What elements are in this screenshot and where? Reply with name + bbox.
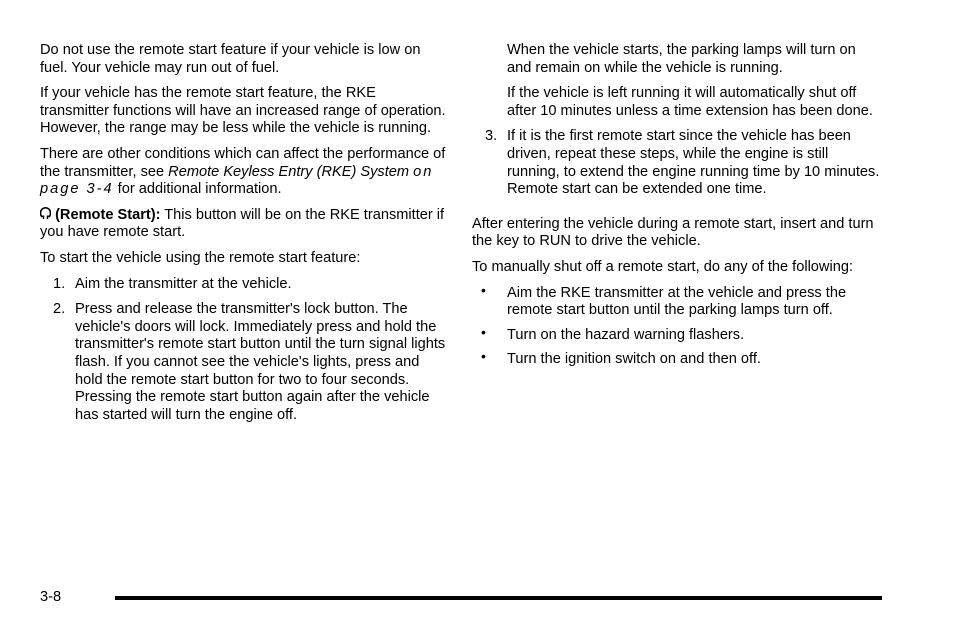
start-intro: To start the vehicle using the remote start feature: <box>40 249 361 266</box>
list-item <box>472 323 884 345</box>
bullet-text: Turn on the hazard warning flashers. <box>507 326 745 343</box>
footer-rule <box>115 596 882 600</box>
step-number: 2. <box>53 301 66 318</box>
step-text: Press and release the transmitter's lock button. The vehicle's doors will lock. Immediately press and hold the transmitter's remote start button until the turn signal lights flash. If you cannot see the vehicle's lights, press and hold the remote start button for two to four seconds. Pressing the remote start button again after the vehicle has started will turn the engine off. <box>75 301 446 423</box>
list-item <box>472 281 884 320</box>
bullet-icon: • <box>481 323 486 340</box>
step-item <box>40 301 448 424</box>
step-number: 3. <box>485 128 498 145</box>
step-number: 1. <box>53 275 66 292</box>
page-number: 3-8 <box>40 589 62 605</box>
conditions-paragraph <box>40 146 448 199</box>
shutoff-intro: To manually shut off a remote start, do any of the following: <box>472 258 853 275</box>
rke-reference-title: Remote Keyless Entry (RKE) System <box>168 163 410 180</box>
remote-start-text: This button will be on the RKE transmitter if you have remote start. <box>40 206 445 241</box>
after-entering-paragraph: After entering the vehicle during a remote start, insert and turn the key to RUN to drive the vehicle. <box>472 215 874 250</box>
step-continuation: When the vehicle starts, the parking lamps will turn on and remain on while the vehicle is running. <box>507 42 856 76</box>
step-item <box>472 128 884 198</box>
left-column <box>40 42 448 432</box>
conditions-text: There are other conditions which can affect the performance of the transmitter, see <box>40 145 446 180</box>
remote-start-icon <box>40 207 51 220</box>
right-column <box>472 42 884 376</box>
step-text: If it is the first remote start since the vehicle has been driven, repeat these steps, while the engine is still running, to extend the engine running time by 10 minutes. Remote start can be extended one time. <box>507 128 880 198</box>
remote-start-paragraph <box>40 207 448 242</box>
range-paragraph: If your vehicle has the remote start feature, the RKE transmitter functions will have an increased range of operation. However, the range may be less while the vehicle is running. <box>40 85 446 137</box>
conditions-text-end: for additional information. <box>113 181 282 198</box>
remote-start-label: (Remote Start): <box>55 206 161 223</box>
bullet-text: Turn the ignition switch on and then off. <box>507 351 761 368</box>
bullet-icon: • <box>481 281 486 298</box>
rke-reference-page: on page 3-4 <box>40 163 434 198</box>
low-fuel-paragraph: Do not use the remote start feature if your vehicle is low on fuel. Your vehicle may run out of fuel. <box>40 42 421 76</box>
bullet-icon: • <box>481 348 486 365</box>
bullet-text: Aim the RKE transmitter at the vehicle and press the remote start button until the parking lamps turn off. <box>507 284 847 319</box>
step-item <box>40 276 448 294</box>
step-text: Aim the transmitter at the vehicle. <box>75 275 292 292</box>
list-item <box>472 348 884 369</box>
step-continuation: If the vehicle is left running it will automatically shut off after 10 minutes unless a time extension has been done. <box>507 85 873 119</box>
